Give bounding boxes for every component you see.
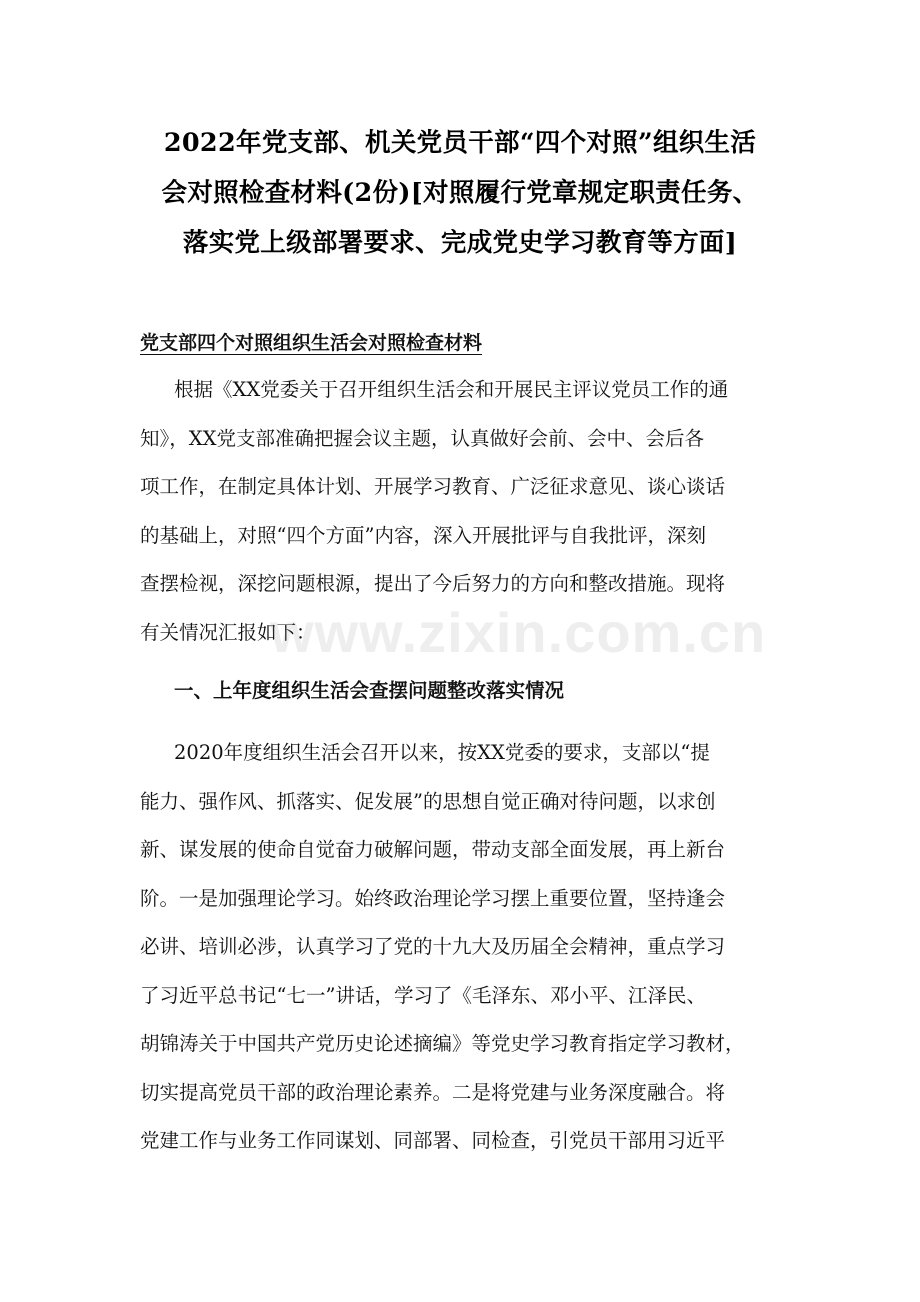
watermark: www.zixin.com.cn — [270, 601, 767, 664]
paragraph-line: 知》，XX党支部准确把握会议主题，认真做好会前、会中、会后各 — [140, 426, 705, 450]
paragraph-line: 了习近平总书记“七一”讲话，学习了《毛泽东、邓小平、江泽民、 — [140, 983, 706, 1007]
paragraph-line: 必讲、培训必涉，认真学习了党的十九大及历届全会精神，重点学习 — [140, 935, 726, 958]
paragraph-line: 根据《XX党委关于召开组织生活会和开展民主评议党员工作的通 — [174, 378, 729, 401]
paragraph-line: 查摆检视，深挖问题根源，提出了今后努力的方向和整改措施。现将 — [140, 572, 726, 595]
paragraph-line: 能力、强作风、抓落实、促发展”的思想自觉正确对待问题，以求创 — [140, 789, 716, 813]
title-line: 2022年党支部、机关党员干部“四个对照”组织生活 — [163, 128, 757, 158]
paragraph-line: 有关情况汇报如下： — [140, 620, 316, 644]
sub-heading: 一、上年度组织生活会查摆问题整改落实情况 — [174, 679, 565, 702]
paragraph-line: 阶。一是加强理论学习。始终政治理论学习摆上重要位置，坚持逢会 — [140, 886, 726, 910]
document-title — [130, 118, 790, 268]
title-line: 会对照检查材料(2份)[对照履行党章规定职责任务、 — [161, 178, 759, 208]
paragraph-line: 新、谋发展的使命自觉奋力破解问题，带动支部全面发展，再上新台 — [140, 838, 726, 861]
paragraph-line: 胡锦涛关于中国共产党历史论述摘编》等党史学习教育指定学习教材， — [140, 1032, 745, 1055]
section-heading: 党支部四个对照组织生活会对照检查材料 — [140, 332, 483, 354]
paragraph-line: 项工作，在制定具体计划、开展学习教育、广泛征求意见、谈心谈话 — [140, 475, 726, 498]
intro-paragraph — [140, 366, 790, 657]
paragraph-line: 党建工作与业务工作同谋划、同部署、同检查，引党员干部用习近平 — [140, 1129, 726, 1152]
paragraph-line: 的基础上，对照“四个方面”内容，深入开展批评与自我批评，深刻 — [140, 523, 706, 547]
title-line: 落实党上级部署要求、完成党史学习教育等方面] — [182, 228, 738, 258]
paragraph-line: 切实提高党员干部的政治理论素养。二是将党建与业务深度融合。将 — [140, 1080, 726, 1104]
paragraph-line: 2020年度组织生活会召开以来，按XX党委的要求，支部以“提 — [174, 741, 710, 764]
body-paragraph — [140, 729, 790, 1166]
